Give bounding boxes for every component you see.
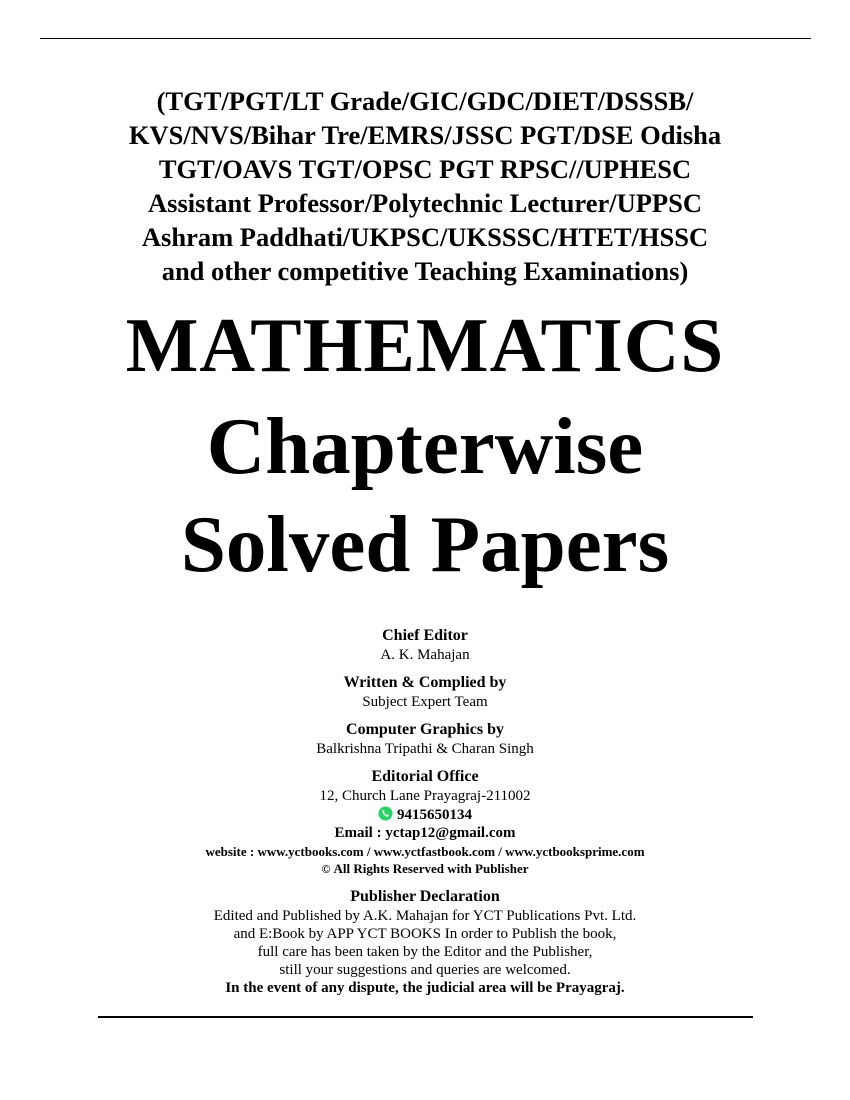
rights-text: All Rights Reserved with Publisher [333,861,529,876]
declaration-line: and E:Book by APP YCT BOOKS In order to Publish the book, [233,926,617,942]
exam-list [0,84,850,288]
phone-number: 9415650134 [397,807,472,823]
dispute-clause: In the event of any dispute, the judicial area will be Prayagraj. [225,980,625,996]
declaration-line: still your suggestions and queries are welcomed. [279,962,571,978]
chief-editor-name: A. K. Mahajan [380,647,470,663]
book-title-line2: Chapterwise [206,401,644,491]
chief-editor-label: Chief Editor [382,627,468,644]
written-by-value: Subject Expert Team [362,694,488,710]
office-address: 12, Church Lane Prayagraj-211002 [319,788,531,804]
written-by-label: Written & Complied by [343,674,507,691]
graphics-label: Computer Graphics by [346,721,504,738]
declaration-heading: Publisher Declaration [350,888,500,905]
exam-line: Ashram Paddhati/UKPSC/UKSSSC/HTET/HSSC [141,222,709,252]
editorial-office-block [0,767,850,878]
graphics-value: Balkrishna Tripathi & Charan Singh [316,741,534,757]
graphics-block [0,720,850,759]
editorial-office-label: Editorial Office [371,768,479,785]
top-rule [40,38,811,39]
publisher-declaration [0,887,850,997]
declaration-line: Edited and Published by A.K. Mahajan for YCT Publications Pvt. Ltd. [213,908,637,924]
website-list: website : www.yctbooks.com / www.yctfastbook.com / www.yctbooksprime.com [205,844,645,859]
declaration-line: full care has been taken by the Editor and the Publisher, [257,944,593,960]
book-title-line3: Solved Papers [180,499,670,589]
exam-line: KVS/NVS/Bihar Tre/EMRS/JSSC PGT/DSE Odisha [128,120,722,150]
exam-line: (TGT/PGT/LT Grade/GIC/GDC/DIET/DSSSB/ [156,86,694,116]
credits-section [0,626,850,997]
email-address: Email : yctap12@gmail.com [334,825,516,841]
copyright-icon: © [321,862,331,876]
bottom-rule [98,1016,753,1018]
subject-title: MATHEMATICS [125,302,725,388]
phone-line [0,806,850,824]
exam-line: and other competitive Teaching Examinations) [161,256,689,286]
written-by-block [0,673,850,712]
rights-line [0,860,850,878]
whatsapp-icon [378,806,393,821]
chief-editor-block [0,626,850,665]
exam-line: Assistant Professor/Polytechnic Lecturer/UPPSC [148,188,702,218]
exam-line: TGT/OAVS TGT/OPSC PGT RPSC//UPHESC [158,154,692,184]
